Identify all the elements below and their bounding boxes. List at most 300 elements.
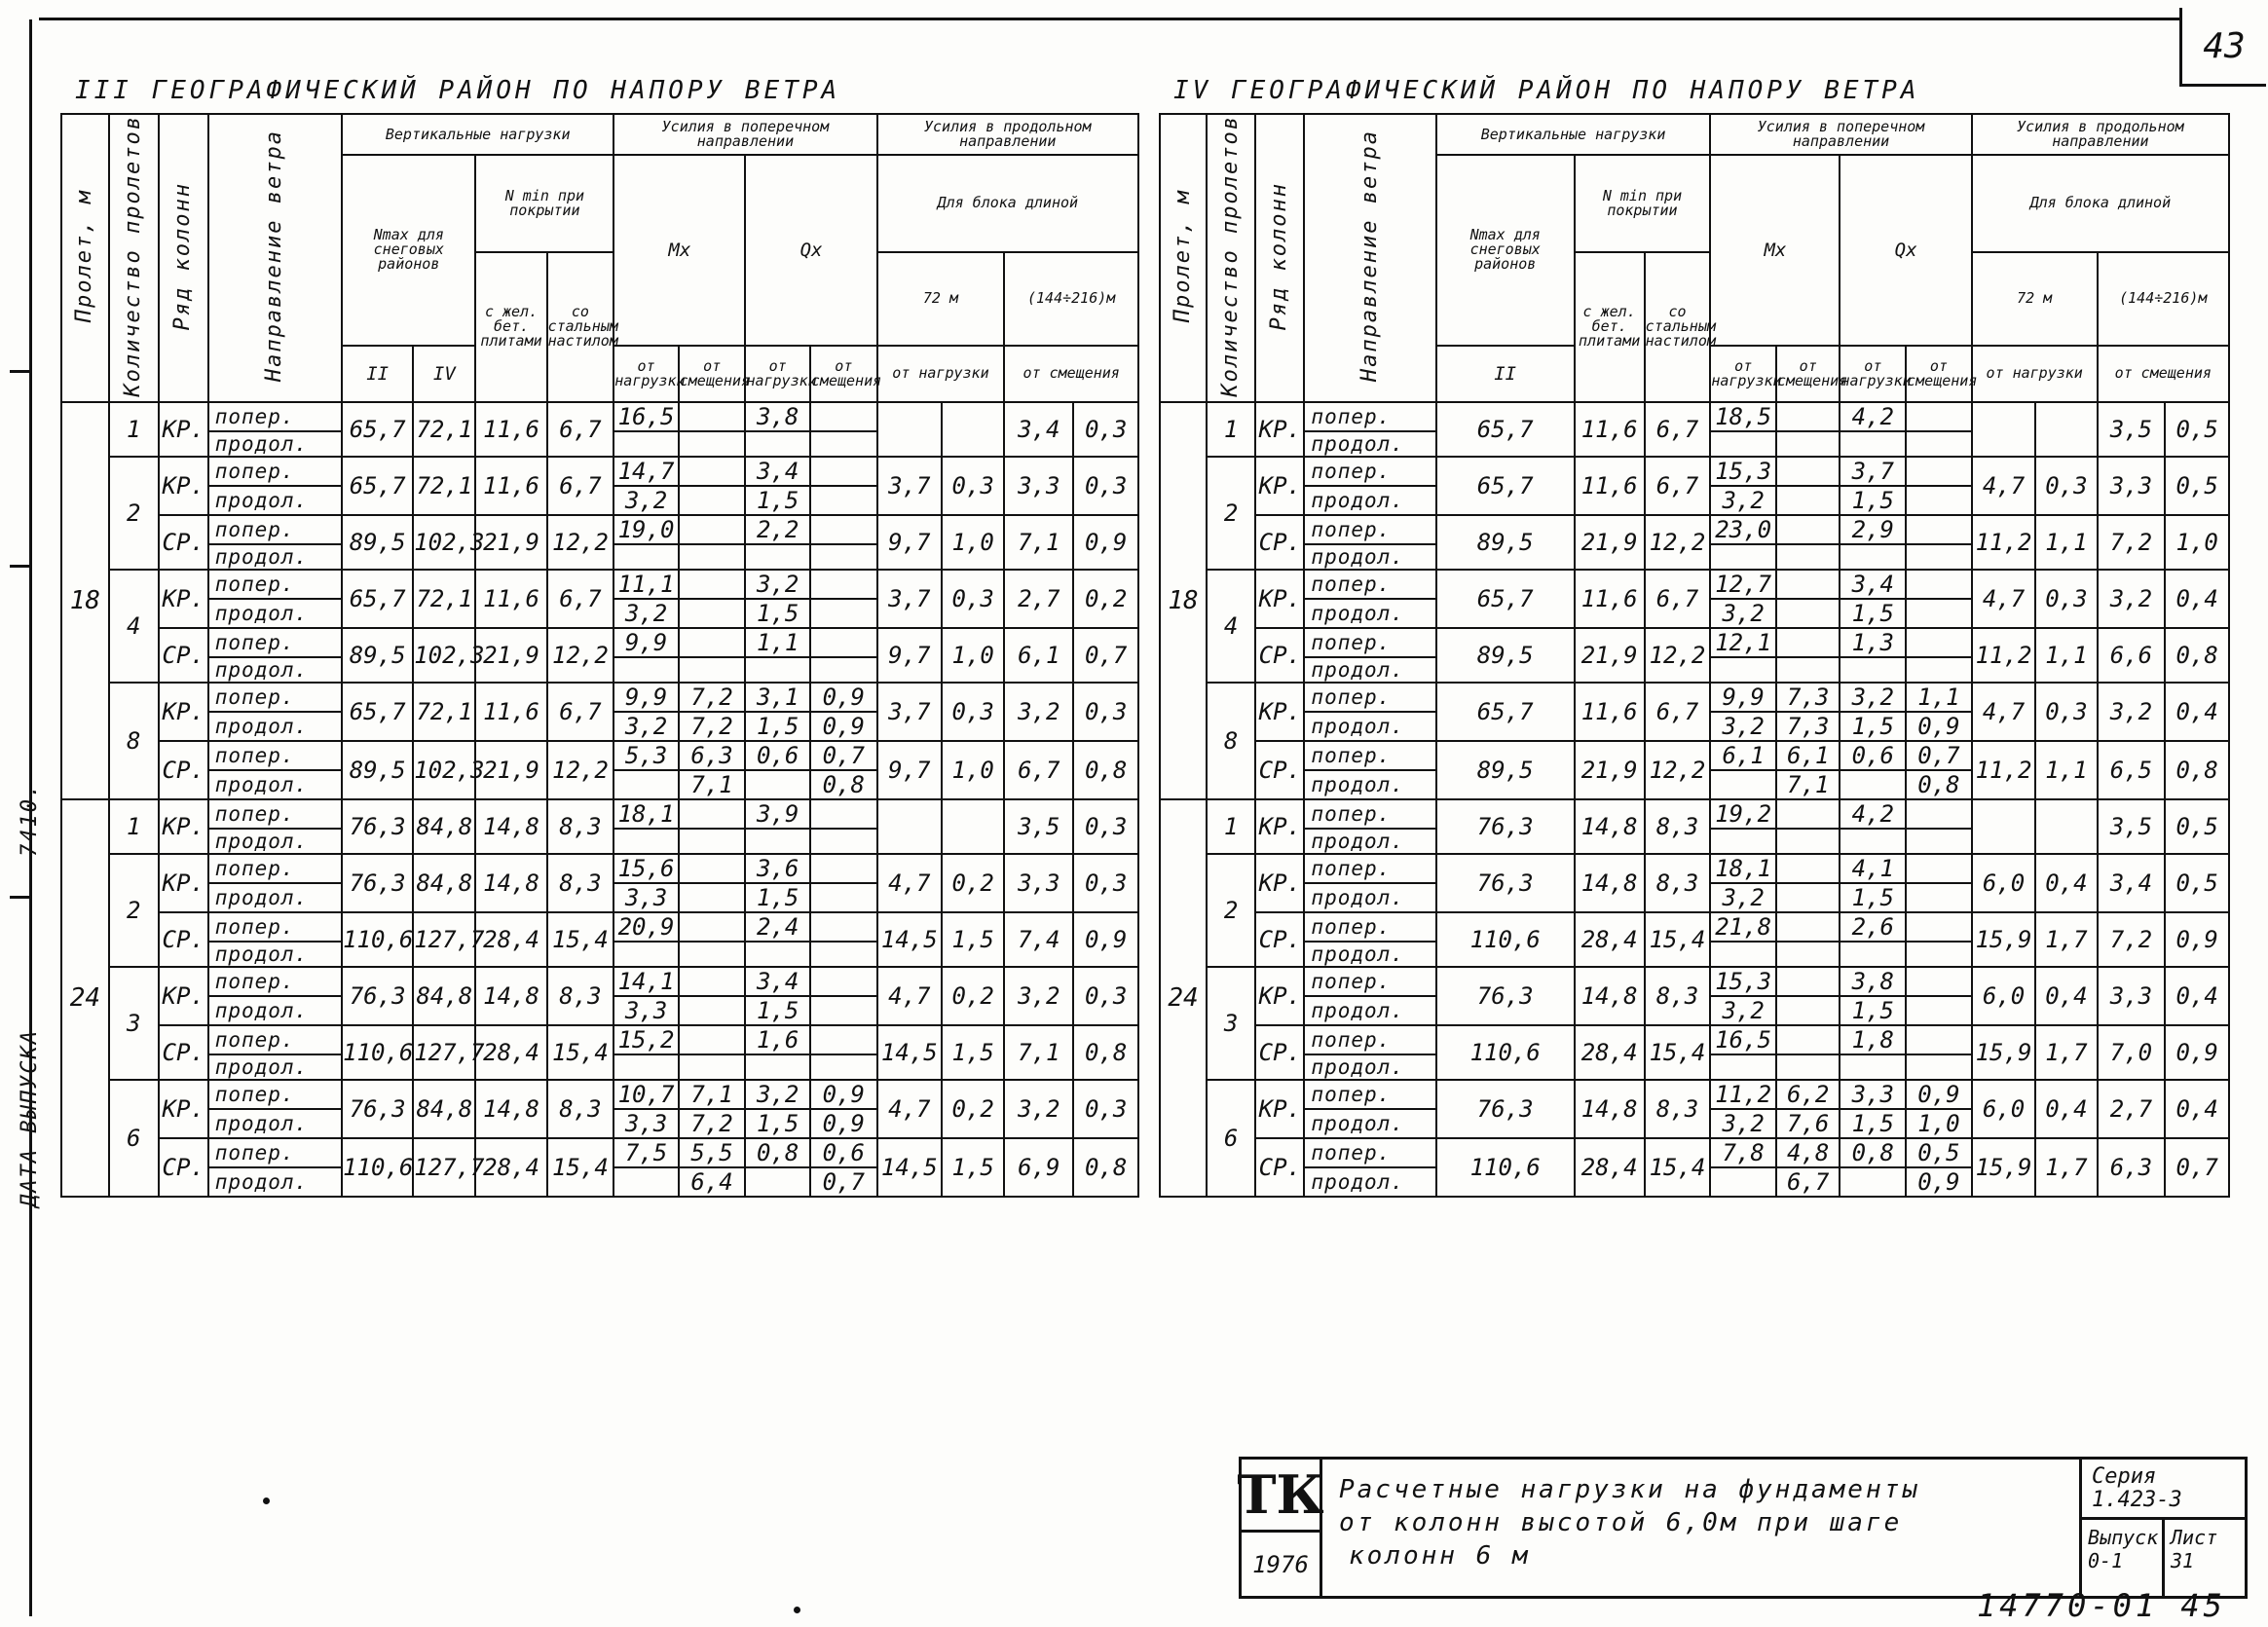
qx-shift xyxy=(810,799,877,829)
mx-shift xyxy=(679,799,746,829)
qy-144: 1,0 xyxy=(2165,515,2229,570)
qx-load: 1,5 xyxy=(1840,883,1906,912)
qx-load: 0,8 xyxy=(745,1138,809,1167)
mx-shift: 7,6 xyxy=(1776,1109,1840,1138)
mx-load xyxy=(613,431,678,457)
qy-72: 1,7 xyxy=(2035,912,2097,967)
count-value: 1 xyxy=(109,799,159,854)
hdr-nmax: Nmax для снеговых районов xyxy=(342,155,475,346)
nmax-snow-2: 89,5 xyxy=(342,515,413,570)
direction-cell: продол. xyxy=(1304,1109,1435,1138)
nmax-snow-4: 127,7 xyxy=(413,912,475,967)
qy-144: 0,9 xyxy=(2165,1025,2229,1080)
qy-72: 0,3 xyxy=(2035,683,2097,741)
qy-144: 0,7 xyxy=(2165,1138,2229,1197)
row-type: СР. xyxy=(1255,628,1304,683)
issue-cell xyxy=(2082,1520,2165,1596)
table-title: III ГЕОГРАФИЧЕСКИЙ РАЙОН ПО НАПОРУ ВЕТРА xyxy=(61,68,1138,114)
count-value: 2 xyxy=(109,854,159,967)
hdr-mx-shift: от смещения xyxy=(1776,346,1840,402)
qy-72: 1,7 xyxy=(2035,1138,2097,1197)
nmin-steel: 15,4 xyxy=(1645,912,1711,967)
hdr-span-text: Пролет, м xyxy=(72,189,97,323)
qy-144: 0,2 xyxy=(1073,570,1138,628)
qy-72: 1,0 xyxy=(942,741,1004,799)
qx-shift xyxy=(810,996,877,1025)
mx-shift: 7,1 xyxy=(679,1080,746,1109)
qx-shift: 0,9 xyxy=(810,712,877,741)
nmin-steel: 6,7 xyxy=(1645,457,1711,515)
my-72: 15,9 xyxy=(1972,1138,2035,1197)
row-type: СР. xyxy=(159,628,208,683)
nmin-concrete: 21,9 xyxy=(1575,628,1645,683)
qx-load: 3,9 xyxy=(745,799,809,829)
qx-shift: 0,7 xyxy=(810,741,877,770)
hdr-vertical: Вертикальные нагрузки xyxy=(1436,114,1711,155)
nmin-concrete: 14,8 xyxy=(1575,854,1645,912)
direction-cell: попер. xyxy=(1304,912,1435,942)
count-value: 4 xyxy=(109,570,159,683)
my-72: 14,5 xyxy=(877,1025,942,1080)
mx-shift xyxy=(679,457,746,486)
nmin-concrete: 11,6 xyxy=(475,457,546,515)
qy-72: 0,2 xyxy=(942,854,1004,912)
qx-load xyxy=(745,770,809,799)
nmin-steel: 8,3 xyxy=(547,1080,614,1138)
mx-load: 15,3 xyxy=(1710,967,1776,996)
my-72: 11,2 xyxy=(1972,628,2035,683)
qx-shift xyxy=(810,402,877,431)
qx-shift: 0,9 xyxy=(1906,1080,1972,1109)
qx-shift xyxy=(1906,544,1972,570)
qx-load xyxy=(1840,942,1906,967)
qx-load xyxy=(745,544,809,570)
hdr-transverse: Усилия в поперечном направлении xyxy=(613,114,876,155)
qx-load: 1,5 xyxy=(1840,1109,1906,1138)
hdr-row xyxy=(1255,114,1304,402)
span-value: 18 xyxy=(61,402,109,799)
mx-shift xyxy=(1776,515,1840,544)
qx-shift xyxy=(1906,570,1972,599)
nmin-concrete: 28,4 xyxy=(1575,912,1645,967)
mx-load xyxy=(1710,942,1776,967)
count-value: 1 xyxy=(1207,402,1255,457)
qx-load xyxy=(1840,1167,1906,1197)
mx-shift xyxy=(1776,486,1840,515)
nmax-snow-2: 76,3 xyxy=(342,1080,413,1138)
qx-load: 2,4 xyxy=(745,912,809,942)
mx-load: 3,2 xyxy=(613,712,678,741)
my-144: 7,1 xyxy=(1004,515,1073,570)
direction-cell: продол. xyxy=(1304,1167,1435,1197)
mx-shift xyxy=(1776,1054,1840,1080)
mx-load: 3,3 xyxy=(613,1109,678,1138)
hdr-len-144: (144÷216)м xyxy=(1004,252,1138,346)
mx-shift xyxy=(1776,967,1840,996)
title-block xyxy=(1239,1457,2248,1599)
mx-load: 20,9 xyxy=(613,912,678,942)
mx-load xyxy=(613,1054,678,1080)
hdr-nmin: N min при покрытии xyxy=(475,155,613,252)
mx-shift xyxy=(1776,431,1840,457)
direction-cell: продол. xyxy=(208,942,342,967)
series-cell xyxy=(2082,1460,2248,1520)
qy-144: 0,5 xyxy=(2165,457,2229,515)
direction-cell: продол. xyxy=(208,829,342,854)
qx-load: 3,2 xyxy=(745,1080,809,1109)
nmax-snow-2: 110,6 xyxy=(1436,1025,1575,1080)
direction-cell: попер. xyxy=(1304,1025,1435,1054)
qx-shift xyxy=(1906,657,1972,683)
mx-shift xyxy=(1776,544,1840,570)
count-value: 2 xyxy=(1207,457,1255,570)
hdr-qx: Qx xyxy=(1840,155,1971,346)
hdr-span xyxy=(61,114,109,402)
qy-144: 0,3 xyxy=(1073,967,1138,1025)
hdr-my-load: от нагрузки xyxy=(877,346,1005,402)
mx-load: 15,2 xyxy=(613,1025,678,1054)
table-title: IV ГЕОГРАФИЧЕСКИЙ РАЙОН ПО НАПОРУ ВЕТРА xyxy=(1160,68,2229,114)
direction-cell: продол. xyxy=(208,996,342,1025)
mx-load: 9,9 xyxy=(613,683,678,712)
qx-load: 1,5 xyxy=(745,486,809,515)
hdr-len-72: 72 м xyxy=(1972,252,2098,346)
nmin-steel: 8,3 xyxy=(1645,967,1711,1025)
nmax-snow-2: 89,5 xyxy=(342,628,413,683)
my-72: 14,5 xyxy=(877,912,942,967)
direction-cell: попер. xyxy=(1304,854,1435,883)
qx-shift: 0,6 xyxy=(810,1138,877,1167)
mx-shift: 5,5 xyxy=(679,1138,746,1167)
mx-load: 5,3 xyxy=(613,741,678,770)
nmin-steel: 15,4 xyxy=(1645,1025,1711,1080)
qx-shift xyxy=(1906,912,1972,942)
qx-load xyxy=(745,829,809,854)
qx-shift xyxy=(810,431,877,457)
qx-shift xyxy=(810,854,877,883)
mx-shift xyxy=(679,854,746,883)
my-144: 3,4 xyxy=(1004,402,1073,457)
hdr-direction xyxy=(1304,114,1435,402)
qx-load: 0,6 xyxy=(745,741,809,770)
direction-cell: продол. xyxy=(208,1109,342,1138)
count-value: 3 xyxy=(1207,967,1255,1080)
mx-shift xyxy=(679,829,746,854)
my-72: 3,7 xyxy=(877,457,942,515)
hdr-vertical: Вертикальные нагрузки xyxy=(342,114,613,155)
qx-load xyxy=(745,942,809,967)
mx-shift xyxy=(679,544,746,570)
issue-label: Выпуск xyxy=(2088,1526,2159,1549)
span-value: 24 xyxy=(61,799,109,1197)
qx-shift xyxy=(1906,854,1972,883)
row-type: КР. xyxy=(1255,854,1304,912)
my-144: 3,3 xyxy=(1004,457,1073,515)
qy-144: 0,3 xyxy=(1073,1080,1138,1138)
qx-load: 3,8 xyxy=(1840,967,1906,996)
qx-load xyxy=(1840,657,1906,683)
row-type: СР. xyxy=(1255,912,1304,967)
nmin-concrete: 28,4 xyxy=(1575,1138,1645,1197)
hdr-nmin-steel: со стальным настилом xyxy=(547,252,614,402)
nmax-snow-2: 89,5 xyxy=(1436,515,1575,570)
qx-shift xyxy=(1906,799,1972,829)
nmin-steel: 6,7 xyxy=(1645,402,1711,457)
qy-144: 0,3 xyxy=(1073,799,1138,854)
direction-cell: попер. xyxy=(1304,628,1435,657)
direction-cell: продол. xyxy=(208,486,342,515)
nmax-snow-2: 65,7 xyxy=(1436,457,1575,515)
qx-shift xyxy=(810,912,877,942)
hdr-block: Для блока длиной xyxy=(877,155,1138,252)
mx-shift xyxy=(1776,854,1840,883)
direction-cell: продол. xyxy=(1304,996,1435,1025)
nmin-concrete: 21,9 xyxy=(475,628,546,683)
direction-cell: попер. xyxy=(1304,683,1435,712)
mx-load: 3,2 xyxy=(1710,599,1776,628)
direction-cell: продол. xyxy=(208,1167,342,1197)
my-72 xyxy=(877,402,942,457)
qx-load: 3,4 xyxy=(745,967,809,996)
my-72: 4,7 xyxy=(877,1080,942,1138)
row-type: СР. xyxy=(159,515,208,570)
qy-144: 0,3 xyxy=(1073,402,1138,457)
qy-72: 0,4 xyxy=(2035,967,2097,1025)
row-type: КР. xyxy=(1255,967,1304,1025)
mx-shift xyxy=(679,967,746,996)
mx-load: 3,2 xyxy=(1710,1109,1776,1138)
qx-shift xyxy=(1906,1025,1972,1054)
hdr-nmin-concrete: с жел. бет. плитами xyxy=(475,252,546,402)
my-144: 3,5 xyxy=(2098,799,2166,854)
hdr-count-text: Количество пролетов xyxy=(1218,115,1244,397)
mx-load: 6,1 xyxy=(1710,741,1776,770)
side-date-label: ДАТА ВЫПУСКА xyxy=(18,1029,42,1207)
direction-cell: попер. xyxy=(1304,570,1435,599)
mx-shift xyxy=(679,628,746,657)
qx-shift xyxy=(810,1025,877,1054)
mx-load xyxy=(1710,1054,1776,1080)
qx-shift xyxy=(810,657,877,683)
qx-load: 3,8 xyxy=(745,402,809,431)
nmin-concrete: 11,6 xyxy=(1575,683,1645,741)
qx-shift xyxy=(1906,883,1972,912)
qy-72: 0,3 xyxy=(942,457,1004,515)
nmin-concrete: 11,6 xyxy=(1575,402,1645,457)
qx-load: 4,2 xyxy=(1840,799,1906,829)
mx-shift: 6,3 xyxy=(679,741,746,770)
nmax-snow-4: 72,1 xyxy=(413,570,475,628)
mx-load: 14,7 xyxy=(613,457,678,486)
mx-shift: 4,8 xyxy=(1776,1138,1840,1167)
mx-load: 3,3 xyxy=(613,996,678,1025)
mx-shift xyxy=(1776,1025,1840,1054)
mx-load xyxy=(613,544,678,570)
qx-shift: 0,9 xyxy=(810,1109,877,1138)
row-type: КР. xyxy=(1255,457,1304,515)
qx-shift xyxy=(1906,486,1972,515)
nmin-concrete: 11,6 xyxy=(475,570,546,628)
nmax-snow-2: 110,6 xyxy=(1436,912,1575,967)
row-type: СР. xyxy=(159,741,208,799)
qx-shift: 0,9 xyxy=(810,1080,877,1109)
direction-cell: попер. xyxy=(208,854,342,883)
direction-cell: продол. xyxy=(1304,657,1435,683)
hdr-mx: Mx xyxy=(1710,155,1840,346)
qx-shift: 0,9 xyxy=(1906,712,1972,741)
top-border xyxy=(39,18,2181,20)
stamp-title-line: колонн 6 м xyxy=(1349,1541,1531,1571)
mx-load: 19,0 xyxy=(613,515,678,544)
qx-load: 1,5 xyxy=(1840,996,1906,1025)
row-type: КР. xyxy=(1255,683,1304,741)
mx-shift: 7,2 xyxy=(679,683,746,712)
nmin-steel: 15,4 xyxy=(547,912,614,967)
direction-cell: продол. xyxy=(208,770,342,799)
my-72 xyxy=(1972,799,2035,854)
nmin-steel: 8,3 xyxy=(1645,799,1711,854)
direction-cell: попер. xyxy=(1304,1080,1435,1109)
qx-shift xyxy=(810,544,877,570)
my-72: 3,7 xyxy=(877,570,942,628)
nmax-snow-2: 76,3 xyxy=(1436,854,1575,912)
my-72: 4,7 xyxy=(1972,457,2035,515)
hdr-snow-2: II xyxy=(342,346,413,402)
stamp-title-line: Расчетные нагрузки на фундаменты xyxy=(1339,1475,1920,1504)
mx-shift: 6,2 xyxy=(1776,1080,1840,1109)
mx-shift xyxy=(1776,628,1840,657)
mx-load: 3,2 xyxy=(1710,883,1776,912)
mx-shift xyxy=(679,912,746,942)
direction-cell: попер. xyxy=(208,967,342,996)
mx-load: 3,2 xyxy=(1710,486,1776,515)
qx-load: 2,9 xyxy=(1840,515,1906,544)
table-region-3 xyxy=(60,68,1139,1198)
nmax-snow-4: 102,3 xyxy=(413,741,475,799)
nmax-snow-2: 76,3 xyxy=(342,854,413,912)
count-value: 6 xyxy=(109,1080,159,1197)
qx-shift xyxy=(1906,431,1972,457)
qx-shift: 0,8 xyxy=(810,770,877,799)
series-value: 1.423-3 xyxy=(2092,1488,2182,1512)
row-type: КР. xyxy=(159,854,208,912)
stamp-meta xyxy=(2079,1460,2248,1596)
my-144: 7,2 xyxy=(2098,912,2166,967)
qx-load xyxy=(1840,829,1906,854)
row-type: СР. xyxy=(1255,741,1304,799)
my-72: 4,7 xyxy=(877,967,942,1025)
qy-72: 1,5 xyxy=(942,1138,1004,1197)
hdr-snow-2: II xyxy=(1436,346,1575,402)
stamp-title xyxy=(1339,1473,2060,1572)
mx-load: 14,1 xyxy=(613,967,678,996)
ink-dot xyxy=(794,1607,800,1613)
qx-load: 2,6 xyxy=(1840,912,1906,942)
qx-shift xyxy=(810,942,877,967)
hdr-nmax: Nmax для снеговых районов xyxy=(1436,155,1575,346)
nmin-concrete: 28,4 xyxy=(475,1025,546,1080)
qx-shift: 1,0 xyxy=(1906,1109,1972,1138)
direction-cell: продол. xyxy=(208,599,342,628)
qx-load: 1,5 xyxy=(745,712,809,741)
qx-load: 1,5 xyxy=(1840,486,1906,515)
nmax-snow-2: 110,6 xyxy=(342,1025,413,1080)
my-144: 7,4 xyxy=(1004,912,1073,967)
nmax-snow-2: 110,6 xyxy=(1436,1138,1575,1197)
row-type: СР. xyxy=(1255,1138,1304,1197)
nmin-steel: 8,3 xyxy=(547,854,614,912)
mx-load: 11,2 xyxy=(1710,1080,1776,1109)
my-72: 9,7 xyxy=(877,515,942,570)
my-144: 2,7 xyxy=(1004,570,1073,628)
qy-72 xyxy=(942,402,1004,457)
margin-mark xyxy=(10,565,31,568)
my-144: 3,2 xyxy=(1004,683,1073,741)
qx-shift xyxy=(810,486,877,515)
qy-72 xyxy=(942,799,1004,854)
qx-load: 3,4 xyxy=(745,457,809,486)
qx-load: 1,1 xyxy=(745,628,809,657)
hdr-mx-load: от нагрузки xyxy=(1710,346,1776,402)
my-72: 15,9 xyxy=(1972,912,2035,967)
nmax-snow-2: 110,6 xyxy=(342,912,413,967)
qx-shift xyxy=(1906,942,1972,967)
hdr-qx-load: от нагрузки xyxy=(745,346,809,402)
qx-shift xyxy=(1906,996,1972,1025)
nmax-snow-2: 110,6 xyxy=(342,1138,413,1197)
mx-load: 18,5 xyxy=(1710,402,1776,431)
mx-load: 23,0 xyxy=(1710,515,1776,544)
qx-shift xyxy=(1906,402,1972,431)
nmax-snow-2: 76,3 xyxy=(342,967,413,1025)
nmin-concrete: 11,6 xyxy=(475,402,546,457)
qy-72: 0,3 xyxy=(942,683,1004,741)
mx-load: 12,7 xyxy=(1710,570,1776,599)
mx-load: 9,9 xyxy=(613,628,678,657)
count-value: 8 xyxy=(109,683,159,799)
direction-cell: попер. xyxy=(1304,967,1435,996)
count-value: 2 xyxy=(1207,854,1255,967)
hdr-my-shift: от смещения xyxy=(1004,346,1138,402)
qy-72: 1,5 xyxy=(942,912,1004,967)
hdr-direction-text: Направление ветра xyxy=(1357,129,1383,383)
my-72: 9,7 xyxy=(877,628,942,683)
direction-cell: попер. xyxy=(1304,402,1435,431)
qx-load: 1,5 xyxy=(745,883,809,912)
margin-mark xyxy=(10,896,31,899)
qx-load: 1,8 xyxy=(1840,1025,1906,1054)
row-type: СР. xyxy=(159,1025,208,1080)
direction-cell: продол. xyxy=(1304,599,1435,628)
my-144: 3,2 xyxy=(2098,570,2166,628)
qx-shift xyxy=(1906,457,1972,486)
nmax-snow-4: 72,1 xyxy=(413,402,475,457)
nmin-concrete: 28,4 xyxy=(475,1138,546,1197)
qx-load: 1,5 xyxy=(1840,712,1906,741)
qx-shift xyxy=(1906,515,1972,544)
my-144: 3,5 xyxy=(2098,402,2166,457)
nmin-concrete: 14,8 xyxy=(475,799,546,854)
nmax-snow-2: 65,7 xyxy=(342,570,413,628)
qx-shift xyxy=(810,628,877,657)
mx-shift xyxy=(679,486,746,515)
qx-load: 4,1 xyxy=(1840,854,1906,883)
nmin-steel: 12,2 xyxy=(1645,628,1711,683)
direction-cell: попер. xyxy=(1304,741,1435,770)
qy-72: 0,4 xyxy=(2035,854,2097,912)
mx-shift xyxy=(679,1054,746,1080)
mx-shift: 7,2 xyxy=(679,712,746,741)
